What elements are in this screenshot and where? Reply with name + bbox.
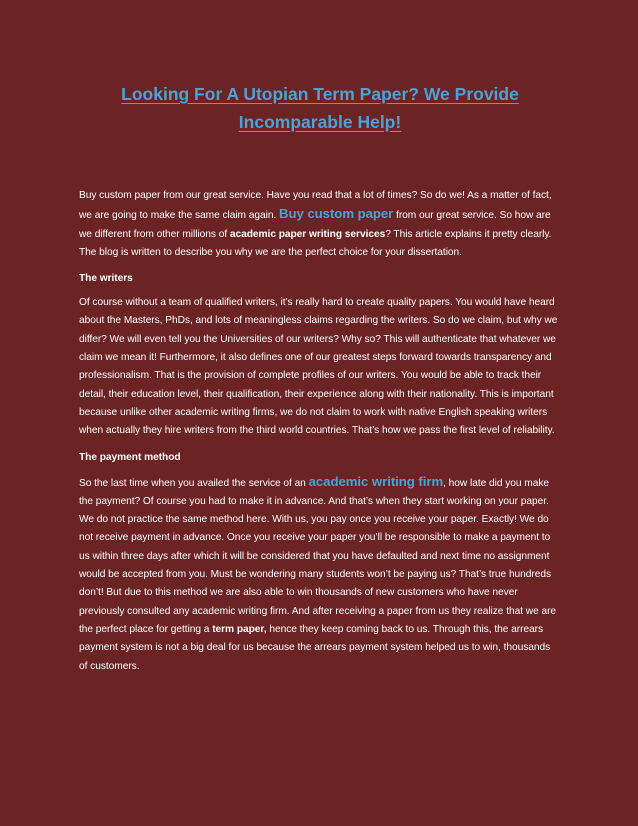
payment-text-2: , how late did you make the payment? Of course you had to make it in advance. And that’s when they start working on your paper. We do not practice the same method here. With us, you pay once you receive your paper. Exactly! We do not receive payment in advance. Once you receive your paper you’ll be responsible to make a payment to us within three days after which it will be considered that you have defaulted and next time no assignment would be accepted from you. Must be wondering many students won’t be paying us? That’s true hundreds don’t! But due to this method we are also able to win thousands of new customers who have never previously consulted any academic writing firm. And after receiving a paper from us they realize that we are the perfect place for getting a <box>79 477 557 635</box>
payment-bold-text: term paper, <box>212 623 267 635</box>
intro-bold-text: academic paper writing services <box>229 228 386 240</box>
document-page <box>79 0 561 676</box>
title-line-2: Incomparable Help! <box>238 112 402 132</box>
payment-paragraph <box>79 473 561 676</box>
intro-paragraph <box>79 187 561 262</box>
section-heading-writers: The writers <box>79 273 133 285</box>
intro-text-3: ? This article explains it pretty clearly. The blog is written to describe you why we are the perfect choice for your dissertation. <box>79 228 552 258</box>
academic-writing-firm-link[interactable]: academic writing firm <box>308 473 444 489</box>
payment-text-3: hence they keep coming back to us. Through this, the arrears payment system is not a big deal for us because the arrears payment system helped us to win, thousands of customers. <box>79 623 551 672</box>
title-line-1: Looking For A Utopian Term Paper? We Provide <box>121 84 519 104</box>
document-title <box>79 80 561 136</box>
buy-custom-paper-link[interactable]: Buy custom paper <box>279 206 394 222</box>
intro-text-2: from our great service. So how are we different from other millions of <box>79 210 551 240</box>
writers-paragraph: Of course without a team of qualified writers, it’s really hard to create quality papers. You would have heard about the Masters, PhDs, and lots of meaningless claims regarding the writers. So do we claim, but why we differ? We will even tell you the Universities of our writers? Why so? This will authenticate that whatever we claim we mean it! Furthermore, it also defines one of our greatest steps forward towards transparency and professionalism. That is the provision of complete profiles of our writers. You would be able to track their detail, their education level, their qualification, their experience along with their nationality. This is important because unlike other academic writing firms, we do not claim to work with native English speaking writers when actually they hire writers from the third world countries. That’s how we pass the first level of reliability. <box>79 297 558 437</box>
section-heading-payment: The payment method <box>79 451 181 463</box>
intro-text-1: Buy custom paper from our great service. Have you read that a lot of times? So do we! As a matter of fact, we are going to make the same claim again. <box>79 190 552 222</box>
payment-text-1: So the last time when you availed the service of an <box>79 477 309 489</box>
